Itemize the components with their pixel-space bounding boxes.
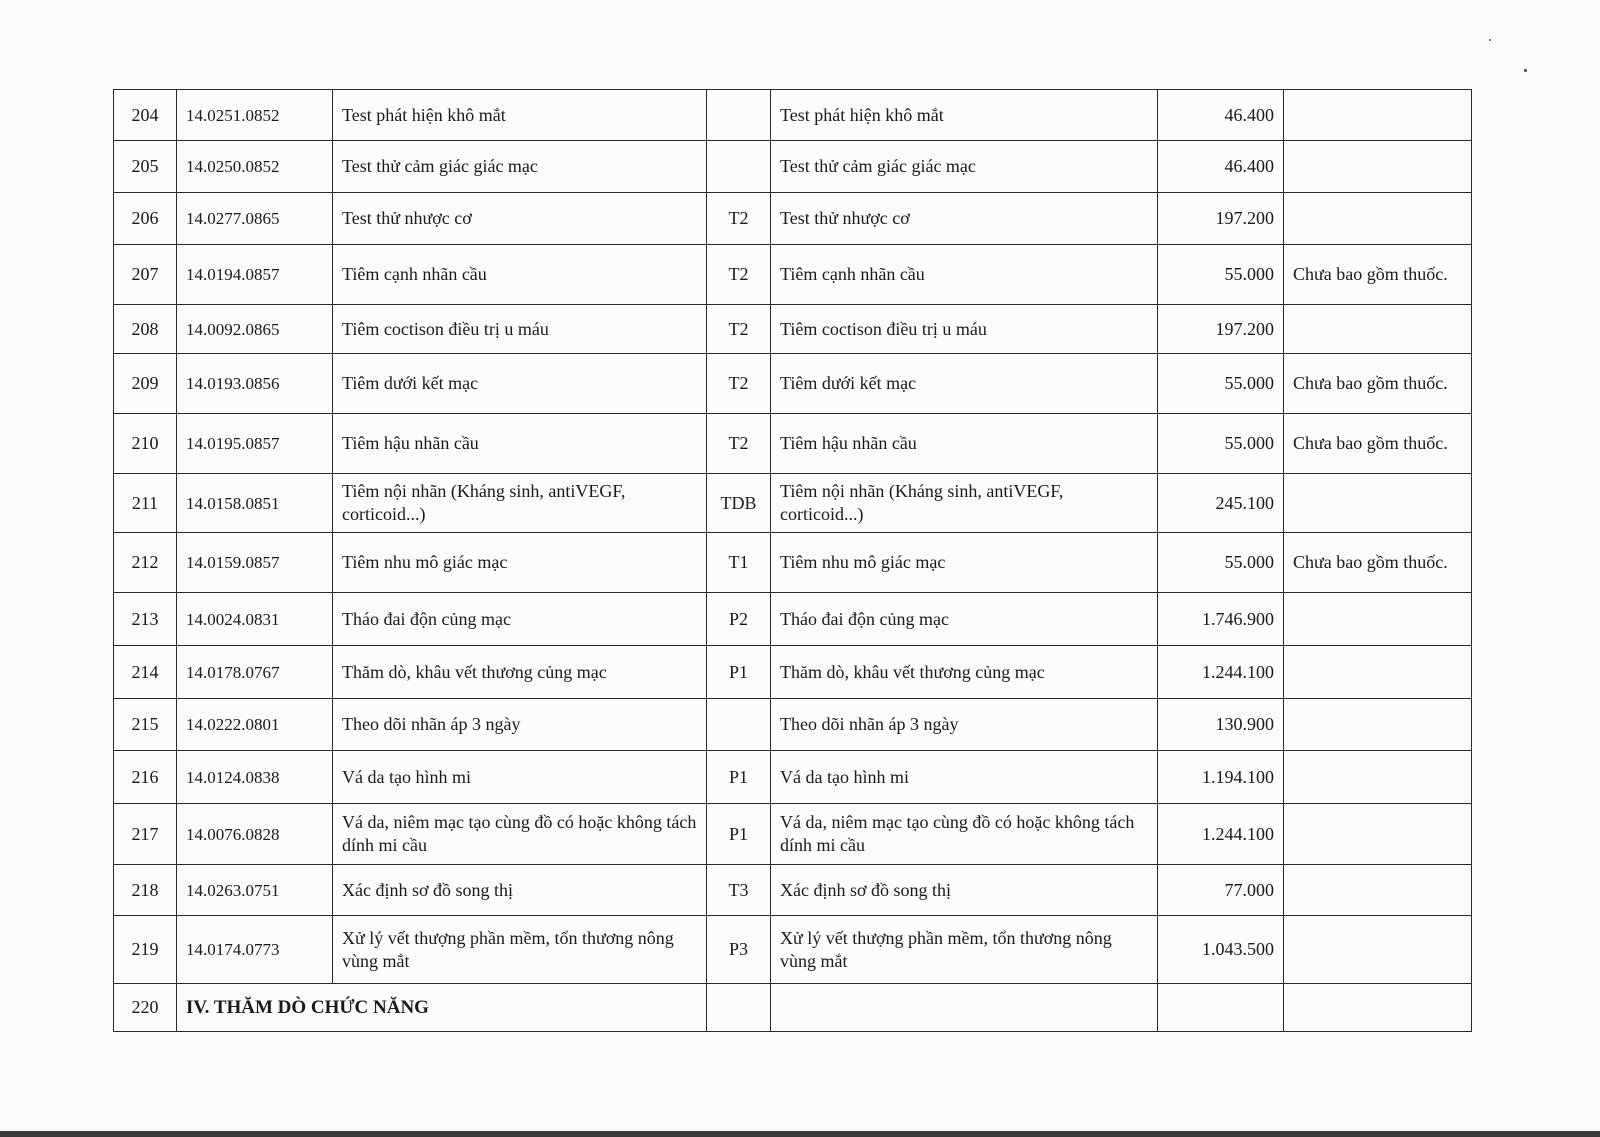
service-note (1284, 865, 1472, 916)
section-title: IV. THĂM DÒ CHỨC NĂNG (177, 984, 707, 1032)
service-price: 1.043.500 (1158, 916, 1284, 984)
approved-service-name: Test phát hiện khô mắt (771, 90, 1158, 141)
scan-bottom-edge (0, 1131, 1600, 1137)
service-code: 14.0158.0851 (177, 474, 333, 533)
approved-service-name: Vá da, niêm mạc tạo cùng đồ có hoặc không tách dính mi cầu (771, 804, 1158, 865)
section-empty-class (707, 984, 771, 1032)
table-row (114, 141, 1472, 193)
row-number: 208 (114, 305, 177, 354)
service-note (1284, 305, 1472, 354)
service-class: T2 (707, 354, 771, 414)
service-note (1284, 141, 1472, 193)
approved-service-name: Tiêm coctison điều trị u máu (771, 305, 1158, 354)
service-price: 197.200 (1158, 193, 1284, 245)
service-code: 14.0174.0773 (177, 916, 333, 984)
service-name: Tiêm nội nhãn (Kháng sinh, antiVEGF, corticoid...) (333, 474, 707, 533)
service-price: 46.400 (1158, 141, 1284, 193)
service-price: 77.000 (1158, 865, 1284, 916)
row-number: 214 (114, 646, 177, 699)
row-number: 211 (114, 474, 177, 533)
service-name: Theo dõi nhãn áp 3 ngày (333, 699, 707, 751)
service-price: 55.000 (1158, 414, 1284, 474)
row-number: 213 (114, 593, 177, 646)
row-number: 206 (114, 193, 177, 245)
service-note: Chưa bao gồm thuốc. (1284, 414, 1472, 474)
row-number: 205 (114, 141, 177, 193)
service-note (1284, 193, 1472, 245)
price-table-container (113, 89, 1471, 1032)
service-name: Test phát hiện khô mắt (333, 90, 707, 141)
service-price: 46.400 (1158, 90, 1284, 141)
row-number: 220 (114, 984, 177, 1032)
service-code: 14.0092.0865 (177, 305, 333, 354)
service-code: 14.0076.0828 (177, 804, 333, 865)
table-row (114, 916, 1472, 984)
service-class (707, 90, 771, 141)
section-empty-price (1158, 984, 1284, 1032)
service-note (1284, 699, 1472, 751)
approved-service-name: Test thử cảm giác giác mạc (771, 141, 1158, 193)
service-name: Test thử nhược cơ (333, 193, 707, 245)
table-body (114, 90, 1472, 1032)
service-code: 14.0024.0831 (177, 593, 333, 646)
approved-service-name: Tiêm hậu nhãn cầu (771, 414, 1158, 474)
service-note (1284, 593, 1472, 646)
approved-service-name: Thăm dò, khâu vết thương củng mạc (771, 646, 1158, 699)
service-code: 14.0195.0857 (177, 414, 333, 474)
service-note: Chưa bao gồm thuốc. (1284, 245, 1472, 305)
service-class (707, 141, 771, 193)
table-row (114, 193, 1472, 245)
service-name: Tiêm hậu nhãn cầu (333, 414, 707, 474)
service-name: Tiêm cạnh nhãn cầu (333, 245, 707, 305)
approved-service-name: Xác định sơ đồ song thị (771, 865, 1158, 916)
service-code: 14.0124.0838 (177, 751, 333, 804)
table-row (114, 699, 1472, 751)
table-row (114, 354, 1472, 414)
row-number: 207 (114, 245, 177, 305)
service-price: 197.200 (1158, 305, 1284, 354)
table-row (114, 414, 1472, 474)
table-row (114, 305, 1472, 354)
service-class: T1 (707, 533, 771, 593)
service-name: Vá da, niêm mạc tạo cùng đồ có hoặc không tách dính mi cầu (333, 804, 707, 865)
table-row (114, 474, 1472, 533)
service-name: Vá da tạo hình mi (333, 751, 707, 804)
table-row (114, 804, 1472, 865)
service-price: 1.244.100 (1158, 804, 1284, 865)
service-note (1284, 804, 1472, 865)
table-row (114, 593, 1472, 646)
service-note (1284, 474, 1472, 533)
scan-speck (1524, 69, 1527, 72)
approved-service-name: Vá da tạo hình mi (771, 751, 1158, 804)
service-name: Xử lý vết thượng phần mềm, tổn thương nông vùng mắt (333, 916, 707, 984)
service-name: Test thử cảm giác giác mạc (333, 141, 707, 193)
table-row (114, 533, 1472, 593)
service-code: 14.0178.0767 (177, 646, 333, 699)
table-row (114, 245, 1472, 305)
service-class: TDB (707, 474, 771, 533)
approved-service-name: Theo dõi nhãn áp 3 ngày (771, 699, 1158, 751)
row-number: 217 (114, 804, 177, 865)
approved-service-name: Tiêm nội nhãn (Kháng sinh, antiVEGF, corticoid...) (771, 474, 1158, 533)
row-number: 210 (114, 414, 177, 474)
approved-service-name: Test thử nhược cơ (771, 193, 1158, 245)
service-note (1284, 916, 1472, 984)
approved-service-name: Xử lý vết thượng phần mềm, tổn thương nông vùng mắt (771, 916, 1158, 984)
service-class: T2 (707, 193, 771, 245)
service-name: Tiêm dưới kết mạc (333, 354, 707, 414)
service-class: P2 (707, 593, 771, 646)
service-price: 1.194.100 (1158, 751, 1284, 804)
row-number: 212 (114, 533, 177, 593)
approved-service-name: Tiêm nhu mô giác mạc (771, 533, 1158, 593)
section-empty-name (771, 984, 1158, 1032)
service-class: P1 (707, 751, 771, 804)
row-number: 215 (114, 699, 177, 751)
service-class (707, 699, 771, 751)
service-code: 14.0263.0751 (177, 865, 333, 916)
scan-speck (1489, 39, 1491, 41)
service-code: 14.0251.0852 (177, 90, 333, 141)
service-note: Chưa bao gồm thuốc. (1284, 354, 1472, 414)
section-empty-note (1284, 984, 1472, 1032)
service-class: P3 (707, 916, 771, 984)
service-code: 14.0222.0801 (177, 699, 333, 751)
service-code: 14.0277.0865 (177, 193, 333, 245)
service-note: Chưa bao gồm thuốc. (1284, 533, 1472, 593)
service-price: 1.746.900 (1158, 593, 1284, 646)
price-table (113, 89, 1472, 1032)
service-class: P1 (707, 646, 771, 699)
approved-service-name: Tháo đai độn củng mạc (771, 593, 1158, 646)
service-note (1284, 751, 1472, 804)
service-class: P1 (707, 804, 771, 865)
row-number: 216 (114, 751, 177, 804)
row-number: 204 (114, 90, 177, 141)
service-price: 245.100 (1158, 474, 1284, 533)
service-code: 14.0194.0857 (177, 245, 333, 305)
table-row (114, 751, 1472, 804)
service-price: 1.244.100 (1158, 646, 1284, 699)
service-name: Thăm dò, khâu vết thương củng mạc (333, 646, 707, 699)
service-price: 55.000 (1158, 354, 1284, 414)
approved-service-name: Tiêm cạnh nhãn cầu (771, 245, 1158, 305)
table-row (114, 90, 1472, 141)
service-code: 14.0193.0856 (177, 354, 333, 414)
table-row (114, 865, 1472, 916)
table-row (114, 646, 1472, 699)
service-class: T3 (707, 865, 771, 916)
service-name: Xác định sơ đồ song thị (333, 865, 707, 916)
service-note (1284, 646, 1472, 699)
service-price: 130.900 (1158, 699, 1284, 751)
approved-service-name: Tiêm dưới kết mạc (771, 354, 1158, 414)
row-number: 209 (114, 354, 177, 414)
row-number: 219 (114, 916, 177, 984)
service-code: 14.0159.0857 (177, 533, 333, 593)
service-price: 55.000 (1158, 533, 1284, 593)
service-name: Tháo đai độn củng mạc (333, 593, 707, 646)
section-row (114, 984, 1472, 1032)
service-class: T2 (707, 414, 771, 474)
service-code: 14.0250.0852 (177, 141, 333, 193)
row-number: 218 (114, 865, 177, 916)
service-name: Tiêm nhu mô giác mạc (333, 533, 707, 593)
service-price: 55.000 (1158, 245, 1284, 305)
service-name: Tiêm coctison điều trị u máu (333, 305, 707, 354)
service-class: T2 (707, 305, 771, 354)
service-note (1284, 90, 1472, 141)
service-class: T2 (707, 245, 771, 305)
